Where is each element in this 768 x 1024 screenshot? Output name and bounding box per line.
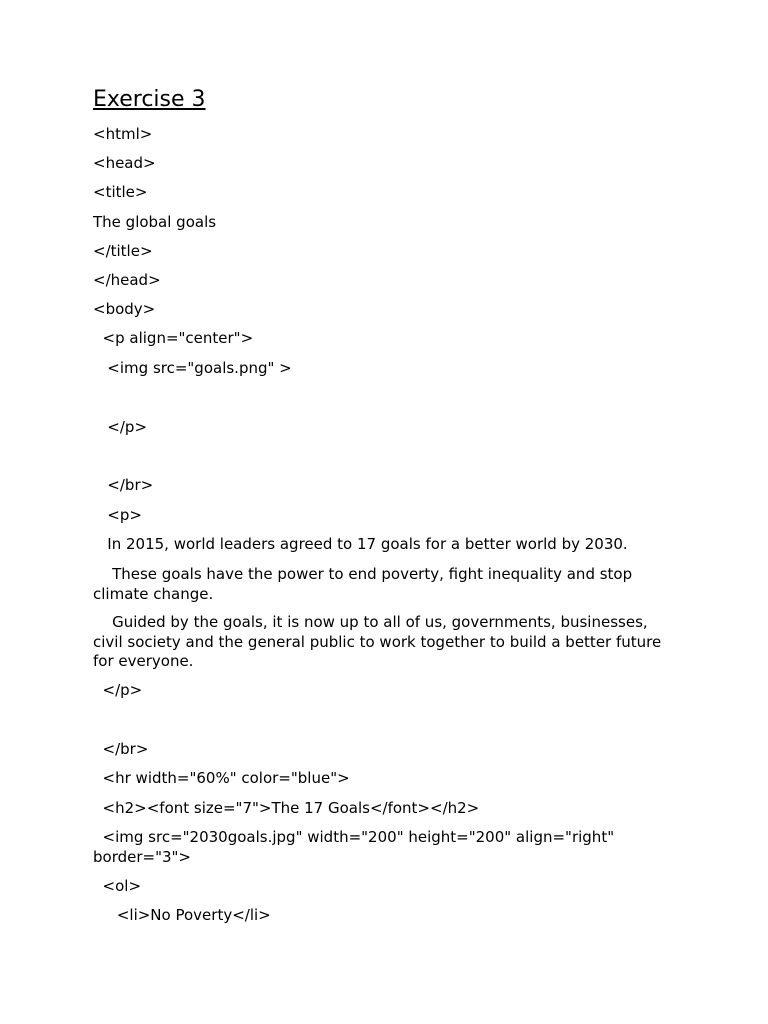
code-line-title-open: <title> [93,183,148,201]
code-para-img-2030goals: <img src="2030goals.jpg" width="200" height="200" align="right" border="3"> [93,828,619,866]
code-line-br-2: </br> [93,740,149,758]
code-line-h2: <h2><font size="7">The 17 Goals</font></h2> [93,799,480,817]
code-line-li-no-poverty: <li>No Poverty</li> [93,906,271,924]
code-para-guided: Guided by the goals, it is now up to all of us, governments, businesses, civil society and the general public to work together to build a better future for everyone. [93,613,667,670]
code-line-title-close: </title> [93,242,153,260]
document-title: Exercise 3 [93,87,206,112]
code-line-p-open: <p> [93,506,142,524]
code-line-html-open: <html> [93,125,153,143]
code-line-intro-2015: In 2015, world leaders agreed to 17 goals for a better world by 2030. [93,535,628,553]
code-line-p-center: <p align="center"> [93,329,254,347]
code-line-hr: <hr width="60%" color="blue"> [93,769,350,787]
code-line-p-close-1: </p> [93,418,148,436]
code-line-head-open: <head> [93,154,156,172]
code-line-head-close: </head> [93,271,161,289]
code-line-body-open: <body> [93,300,156,318]
code-line-br-1: </br> [93,476,154,494]
code-line-img-goals: <img src="goals.png" > [93,359,292,377]
code-para-goals-power: These goals have the power to end poverty, fight inequality and stop climate change. [93,565,637,603]
code-line-title-text: The global goals [93,213,217,231]
document-page [93,0,673,1024]
code-line-ol-open: <ol> [93,877,142,895]
code-line-p-close-2: </p> [93,681,143,699]
